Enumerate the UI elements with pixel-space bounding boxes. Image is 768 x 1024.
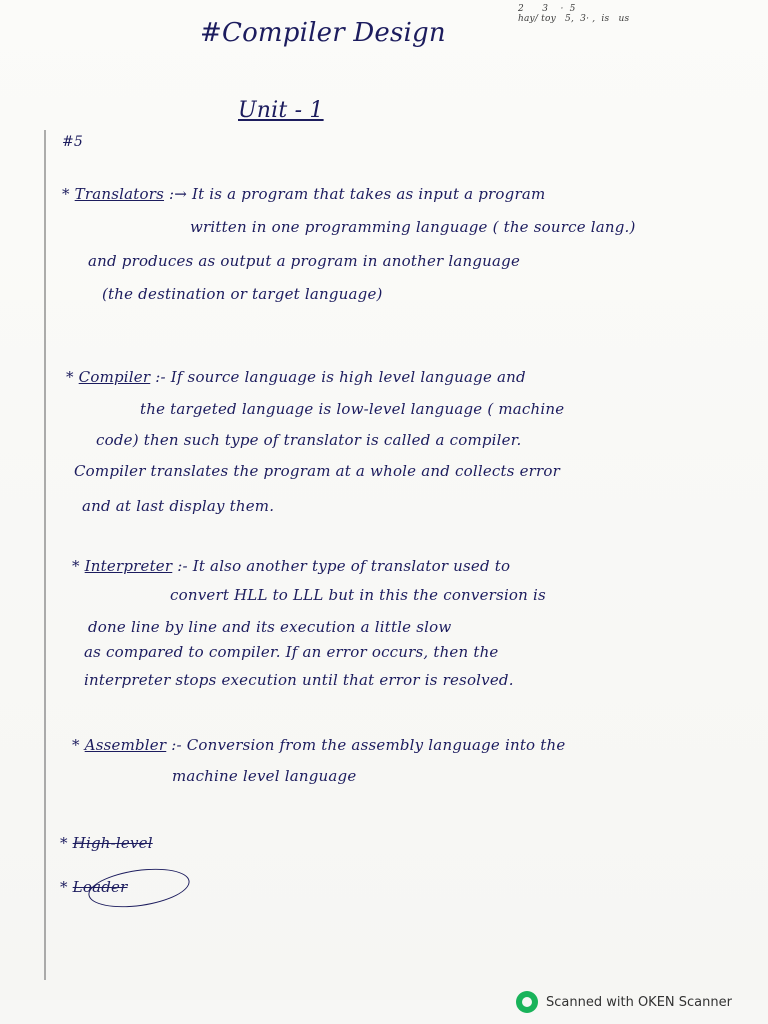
corner-scribbles: 2 3 · 5 hay/ toy 5, 3· , is us — [518, 4, 630, 24]
note-line: Compiler translates the program at a whole and collects error — [74, 462, 561, 480]
note-line: written in one programming language ( the source lang.) — [190, 218, 636, 236]
bullet-star-icon: * — [72, 736, 80, 754]
unit-heading: Unit - 1 — [238, 98, 324, 123]
note-line — [62, 185, 545, 203]
note-line: machine level language — [172, 767, 357, 785]
note-line — [72, 557, 510, 575]
note-line: done line by line and its execution a little slow — [88, 618, 452, 636]
term-assembler: Assembler — [84, 736, 167, 754]
note-line: the targeted language is low-level language ( machine — [140, 400, 565, 418]
definition-text: :- It also another type of translator used to — [177, 557, 511, 575]
note-line: interpreter stops execution until that error is resolved. — [84, 671, 514, 689]
note-line: and produces as output a program in another language — [88, 252, 521, 270]
struck-term-high-level: High-level — [72, 834, 153, 852]
note-line: convert HLL to LLL but in this the conversion is — [170, 586, 546, 604]
definition-text: :- Conversion from the assembly language into the — [171, 736, 566, 754]
oken-logo-icon — [516, 991, 538, 1013]
term-compiler: Compiler — [78, 368, 151, 386]
margin-mark: #5 — [62, 134, 84, 150]
margin-line — [44, 130, 46, 980]
bullet-star-icon: * — [60, 878, 68, 896]
note-line: as compared to compiler. If an error occurs, then the — [84, 643, 499, 661]
term-translators: Translators — [74, 185, 165, 203]
struck-item — [60, 834, 153, 852]
scanner-watermark — [516, 990, 732, 1014]
bullet-star-icon: * — [66, 368, 74, 386]
watermark-text: Scanned with OKEN Scanner — [546, 994, 732, 1010]
note-line: code) then such type of translator is called a compiler. — [96, 431, 522, 449]
note-line — [72, 736, 565, 754]
struck-term-loader: Loader — [72, 878, 128, 896]
bullet-star-icon: * — [72, 557, 80, 575]
note-line — [66, 368, 526, 386]
term-interpreter: Interpreter — [84, 557, 173, 575]
bullet-star-icon: * — [60, 834, 68, 852]
page-title: #Compiler Design — [200, 18, 446, 48]
definition-text: :- If source language is high level language and — [155, 368, 526, 386]
note-line: (the destination or target language) — [102, 285, 383, 303]
bullet-star-icon: * — [62, 185, 70, 203]
definition-text: :→ It is a program that takes as input a program — [168, 185, 546, 203]
note-line: and at last display them. — [82, 497, 275, 515]
